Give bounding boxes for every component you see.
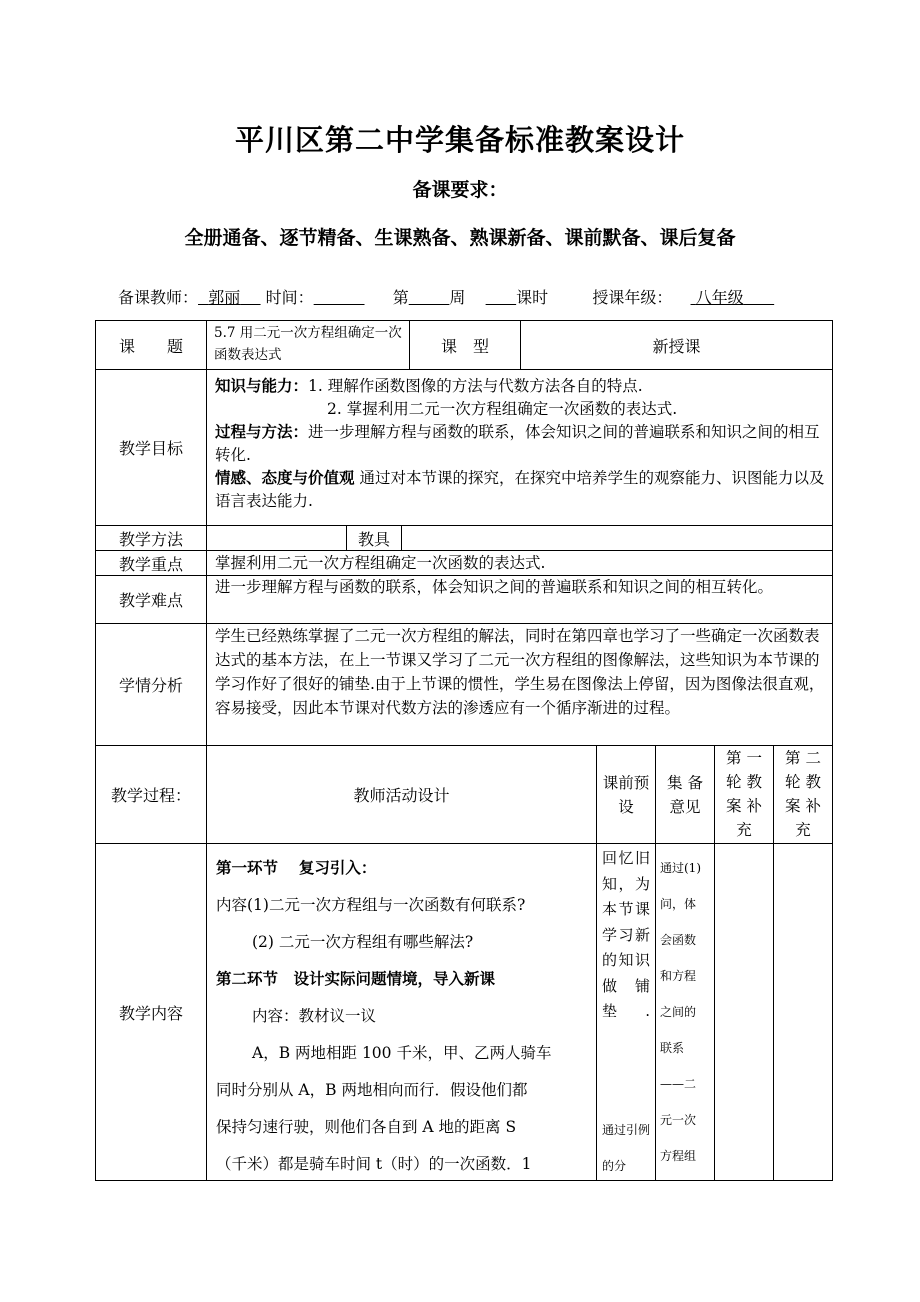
teacher-name: 郭丽 [208, 288, 241, 307]
section-2-intro: 内容：教材议一议 [252, 1007, 377, 1025]
section-1-q2: (2) 二元一次方程组有哪些解法? [252, 933, 474, 951]
topic-label: 课 题 [118, 336, 183, 356]
collective-line: 问，体 [660, 897, 697, 911]
pre-class-header: 课前预设 [602, 773, 650, 816]
difficulty-label: 教学难点 [118, 591, 183, 610]
page-title: 平川区第二中学集备标准教案设计 [234, 123, 685, 157]
grade-value: 八年级 [695, 288, 744, 307]
method-label: 教学方法 [118, 529, 183, 549]
section-2-line-2: 同时分别从 A，B 两地相向而行．假设他们都 [216, 1081, 528, 1099]
grade-label: 授课年级： [592, 288, 673, 307]
content-label: 教学内容 [118, 1003, 183, 1023]
section-2-line-3: 保持匀速行驶，则他们各自到 A 地的距离 S [216, 1118, 517, 1136]
week-blank [409, 288, 450, 307]
collective-header: 集 备 意见 [667, 773, 703, 816]
round1-header: 第 一 轮 教 案 补 充 [726, 749, 762, 839]
collective-line: 之间的 [660, 1005, 697, 1019]
goal-process-text: 进一步理解方程与函数的联系，体会知识之间的普遍联系和知识之间的相互转化. [215, 423, 820, 464]
requirements-heading: 备课要求： [412, 179, 508, 201]
info-line [118, 285, 774, 308]
teacher-activity-header: 教师活动设计 [353, 786, 450, 805]
teacher-label: 备课教师： [118, 288, 199, 307]
tools-label: 教具 [357, 529, 390, 549]
type-label: 课 型 [440, 336, 489, 356]
content-body [216, 850, 592, 1183]
goal-process-label: 过程与方法： [215, 423, 309, 441]
type-value: 新授课 [652, 336, 701, 356]
collective-line: 和方程 [660, 969, 697, 983]
section-2-line-4: （千米）都是骑车时间 t（时）的一次函数．1 [216, 1155, 532, 1173]
section-2-title: 第二环节 设计实际问题情境，导入新课 [216, 970, 496, 988]
lesson-blank [486, 288, 517, 307]
time-blank [314, 288, 365, 307]
goal-emotion-text: 通过对本节课的探究，在探究中培养学生的观察能力、识图能力以及语言表达能力. [215, 469, 825, 510]
collective-line: 会函数 [660, 933, 697, 947]
key-text: 掌握利用二元一次方程组确定一次函数的表达式. [215, 554, 546, 572]
week-prefix: 第 [392, 288, 409, 307]
collective-notes [660, 850, 712, 1174]
requirements-text: 全册通备、逐节精备、生课熟备、熟课新备、课前默备、课后复备 [184, 227, 736, 249]
goals-label: 教学目标 [118, 439, 183, 458]
key-label: 教学重点 [118, 554, 183, 574]
round2-header: 第 二 轮 教 案 补 充 [785, 749, 821, 839]
section-1-q1: 内容(1)二元一次方程组与一次函数有何联系? [216, 896, 526, 914]
analysis-text: 学生已经熟练掌握了二元一次方程组的解法，同时在第四章也学习了一些确定一次函数表达式的基本方法，在上一节课又学习了二元一次方程组的图像解法，这些知识为本节课的学习作好了很好的铺垫.由于上节课的惯性，学生易在图像法上停留，因为图像法很直观，容易接受，因此本节课对代数方法的渗透应有一个循序渐进的过程。 [215, 627, 825, 717]
process-label: 教学过程： [110, 786, 191, 805]
time-label: 时间： [265, 288, 314, 307]
week-suffix: 周 [449, 288, 466, 307]
analysis-label: 学情分析 [118, 676, 183, 695]
collective-line: 方程组 [660, 1149, 697, 1163]
topic-value: 5.7 用二元一次方程组确定一次函数表达式 [214, 325, 402, 363]
difficulty-text: 进一步理解方程与函数的联系，体会知识之间的普遍联系和知识之间的相互转化。 [215, 578, 774, 596]
section-1-title: 第一环节 复习引入： [216, 859, 377, 877]
collective-line: 联系 [660, 1041, 685, 1055]
collective-line: 元一次 [660, 1113, 697, 1127]
collective-line: 通过(1) [660, 861, 701, 875]
goal-emotion-label: 情感、态度与价值观 [215, 469, 355, 487]
goal-knowledge-label: 知识与能力： [215, 377, 309, 395]
pre-class-text-2: 通过引例的分 [602, 1123, 651, 1173]
goal-knowledge-1: 1. 理解作函数图像的方法与代数方法各自的特点. [308, 377, 643, 395]
goal-knowledge-2: 2. 掌握利用二元一次方程组确定一次函数的表达式. [327, 400, 678, 418]
lesson-label: 课时 [516, 288, 549, 307]
pre-class-text: 回忆旧知，为本节课学习新的知识做铺垫. [602, 849, 650, 1020]
goals-content [215, 375, 827, 513]
section-2-line-1: A，B 两地相距 100 千米，甲、乙两人骑车 [252, 1044, 552, 1062]
collective-line: ——二 [660, 1077, 697, 1091]
